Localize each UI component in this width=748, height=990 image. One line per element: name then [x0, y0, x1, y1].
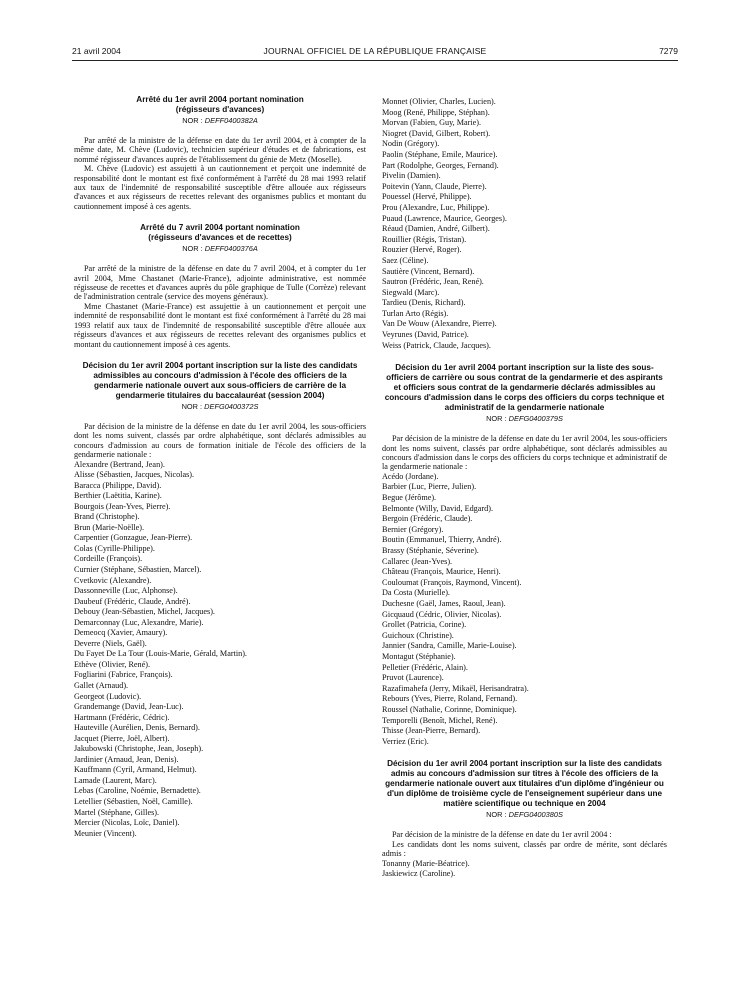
list-item: Berthier (Laëtitia, Karine). [74, 491, 162, 501]
paragraph: Par décision de la ministre de la défense en date du 1er avril 2004, les sous-officiers dont les noms suivent, classés par ordre alphabétique, sont déclarés admissibles au concours d'admission au cours de formation initiale de l'école des officiers de la gendarmerie nationale : [74, 421, 366, 460]
list-item: Grandemange (David, Jean-Luc). [74, 702, 184, 712]
list-item: Deverre (Niels, Gaël). [74, 638, 147, 648]
list-item: Moog (René, Philippe, Stéphan). [382, 107, 490, 117]
list-item: Morvan (Fabien, Guy, Marie). [382, 118, 482, 128]
nor-code: DEFG0400379S [508, 414, 563, 424]
name-list-continued [382, 97, 667, 351]
nor-code: DEFG0400380S [508, 810, 563, 820]
paragraph: Par décision de la ministre de la défense en date du 1er avril 2004 : [392, 830, 612, 840]
list-item: Gicquaud (Cédric, Olivier, Nicolas). [382, 609, 502, 619]
list-item: Temporelli (Benoît, Michel, René). [382, 715, 498, 725]
list-item: Barbier (Luc, Pierre, Julien). [382, 482, 477, 492]
list-item: Jannier (Sandra, Camille, Marie-Louise). [382, 641, 517, 651]
list-item: Prou (Alexandre, Luc, Philippe). [382, 202, 490, 212]
paragraph: Par arrêté de la ministre de la défense en date du 1er avril 2004, et à compter de la même date, M. Chève (Ludovic), technicien supérieur d'études et de fabrications, est nommé régisseur d'avances auprès de l'établissement du génie de Metz (Moselle). [74, 136, 366, 164]
left-column [74, 95, 366, 839]
list-item: Colas (Cyrille-Philippe). [74, 543, 155, 553]
list-item: Dassonneville (Luc, Alphonse). [74, 586, 178, 596]
section-arrete-1 [74, 95, 366, 211]
list-item: Van De Wouw (Alexandre, Pierre). [382, 319, 497, 329]
list-item: Bernier (Grégory). [382, 524, 444, 534]
list-item: Paolin (Stéphane, Emile, Maurice). [382, 149, 498, 159]
list-item: Weiss (Patrick, Claude, Jacques). [382, 340, 491, 350]
list-item: Boutin (Emmanuel, Thierry, André). [382, 535, 502, 545]
name-list [74, 460, 366, 840]
section-title: Décision du 1er avril 2004 portant inscription sur la liste des candidats admissibles au concours d'admission à l'école des officiers de la gendarmerie nationale ouvert aux sous-officiers de carrière de la gendarmerie titulaires du baccalauréat (session 2004) [82, 360, 358, 400]
list-item: Réaud (Damien, André, Gilbert). [382, 224, 490, 234]
list-item: Pouessel (Hervé, Philippe). [382, 192, 472, 202]
list-item: Jaskiewicz (Caroline). [382, 869, 456, 879]
header-rule [72, 60, 678, 61]
list-item: Fogliarini (Fabrice, François). [74, 670, 173, 680]
list-item: Hauteville (Aurélien, Denis, Bernard). [74, 723, 200, 733]
nor-label: NOR : [486, 414, 507, 424]
list-item: Meunier (Vincent). [74, 828, 137, 838]
section-title: Arrêté du 7 avril 2004 portant nomination [140, 223, 300, 233]
list-item: Baracca (Philippe, David). [74, 480, 162, 490]
list-item: Mercier (Nicolas, Loïc, Daniel). [74, 818, 180, 828]
list-item: Pelletier (Frédéric, Alain). [382, 662, 468, 672]
section-subtitle: (régisseurs d'avances et de recettes) [148, 233, 292, 243]
list-item: Alisse (Sébastien, Jacques, Nicolas). [74, 470, 195, 480]
list-item: Georgeot (Ludovic). [74, 691, 142, 701]
list-item: Brassy (Stéphanie, Séverine). [382, 546, 479, 556]
right-column [382, 97, 667, 880]
nor-line [74, 116, 366, 126]
list-item: Jacquet (Pierre, Joël, Albert). [74, 733, 170, 743]
name-list [382, 859, 667, 880]
section-title: Décision du 1er avril 2004 portant inscription sur la liste des sous-officiers de carrière ou sous contrat de la gendarmerie et des aspirants et officiers sous contrat de la gendarmerie déclarés admissibles au concours d'admission dans le corps des officiers du corps technique et administratif de la gendarmerie nationale [384, 363, 665, 413]
list-item: Grollet (Patricia, Corine). [382, 620, 467, 630]
list-item: Thisse (Jean-Pierre, Bernard). [382, 726, 481, 736]
list-item: Sautière (Vincent, Bernard). [382, 266, 475, 276]
list-item: Gallet (Arnaud). [74, 681, 129, 691]
section-arrete-2 [74, 223, 366, 349]
list-item: Curnier (Stéphane, Sébastien, Marcel). [74, 565, 202, 574]
list-item: Couloumat (François, Raymond, Vincent). [382, 577, 522, 587]
list-item: Tardieu (Denis, Richard). [382, 298, 466, 308]
list-item: Saez (Céline). [382, 255, 429, 265]
list-item: Lamade (Laurent, Marc). [74, 775, 157, 785]
list-item: Alexandre (Bertrand, Jean). [74, 459, 165, 469]
list-item: Poitevin (Yann, Claude, Pierre). [382, 181, 487, 191]
list-item: Veyrunes (David, Patrice). [382, 330, 469, 340]
list-item: Lebas (Caroline, Noémie, Bernadette). [74, 786, 201, 796]
list-item: Turlan Arto (Régis). [382, 308, 449, 318]
list-item: Tonanny (Marie-Béatrice). [382, 858, 470, 868]
nor-code: DEFF0400382A [204, 116, 258, 125]
nor-label: NOR : [182, 116, 203, 125]
list-item: Hartmann (Frédéric, Cédric). [74, 712, 170, 722]
list-item: Duchesne (Gaël, James, Raoul, Jean). [382, 599, 506, 608]
list-item: Callarec (Jean-Yves). [382, 556, 453, 566]
list-item: Rouillier (Régis, Tristan). [382, 234, 467, 244]
list-item: Rebours (Yves, Pierre, Roland, Fernand). [382, 694, 518, 704]
list-item: Nodin (Grégory). [382, 139, 440, 149]
list-item: Cordeille (François). [74, 554, 143, 564]
paragraph: M. Chève (Ludovic) est assujetti à un cautionnement et perçoit une indemnité de responsabilité dont le montant est fixé conformément à l'arrêté du 28 mai 1993 relatif aux taux de l'indemnité de responsabilité susceptible d'être allouée aux régisseurs d'avances et aux régisseurs de recettes relevant des organismes publics et montant du cautionnement imposé à ces agents. [74, 164, 366, 211]
nor-line [74, 244, 366, 254]
list-item: Daubeuf (Frédéric, Claude, André). [74, 596, 191, 606]
nor-line [382, 810, 667, 820]
list-item: Montagut (Stéphanie). [382, 651, 456, 661]
list-item: Begue (Jérôme). [382, 493, 437, 503]
list-item: Bourgois (Jean-Yves, Pierre). [74, 501, 171, 511]
nor-label: NOR : [182, 244, 203, 254]
list-item: Siegwald (Marc). [382, 287, 440, 297]
list-item: Demarconnay (Luc, Alexandre, Marie). [74, 617, 204, 627]
list-item: Jardinier (Arnaud, Jean, Denis). [74, 754, 179, 764]
nor-code: DEFF0400376A [204, 244, 258, 254]
list-item: Bergoin (Frédéric, Claude). [382, 514, 473, 524]
list-item: Martel (Stéphane, Gilles). [74, 807, 160, 817]
nor-line [74, 402, 366, 412]
section-decision-3 [382, 759, 667, 879]
list-item: Niogret (David, Gilbert, Robert). [382, 128, 491, 138]
list-item: Cvetkovic (Alexandre). [74, 575, 152, 585]
section-subtitle: (régisseurs d'avances) [175, 105, 265, 114]
list-item: Razafimahefa (Jerry, Mikaël, Herisandratra). [382, 683, 529, 693]
list-item: Da Costa (Murielle). [382, 588, 450, 598]
list-item: Brand (Christophe). [74, 512, 140, 522]
list-item: Rouzier (Hervé, Roger). [382, 245, 462, 255]
section-title: Décision du 1er avril 2004 portant inscription sur la liste des candidats admis au concours d'admission sur titres à l'école des officiers de la gendarmerie nationale ouvert aux titulaires d'un diplôme d'ingénieur ou d'un diplôme de troisième cycle de l'enseignement supérieur dans une matière scientifique ou technique en 2004 [385, 759, 664, 809]
list-item: Puaud (Lawrence, Maurice, Georges). [382, 213, 507, 223]
list-item: Acédo (Jordane). [382, 471, 439, 481]
list-item: Verriez (Eric). [382, 736, 429, 746]
section-decision-2 [382, 363, 667, 747]
nor-label: NOR : [486, 810, 507, 820]
list-item: Roussel (Nathalie, Corinne, Dominique). [382, 704, 517, 714]
list-item: Belmonte (Willy, David, Edgard). [382, 503, 494, 513]
nor-label: NOR : [181, 401, 203, 411]
page-header [72, 46, 678, 60]
nor-line [382, 414, 667, 424]
section-decision-1 [74, 361, 366, 839]
journal-title: JOURNAL OFFICIEL DE LA RÉPUBLIQUE FRANÇAISE [263, 46, 487, 56]
list-item: Ethève (Olivier, René). [74, 659, 151, 669]
list-item: Guichoux (Christine). [382, 630, 454, 640]
paragraph: Par décision de la ministre de la défense en date du 1er avril 2004, les sous-officiers dont les noms suivent, classés par ordre alphabétique, sont déclarés admissibles au concours d'admission dans le corps des officiers du corps technique et administratif de la gendarmerie nationale : [382, 434, 667, 472]
list-item: Sautron (Frédéric, Jean, René). [382, 277, 484, 287]
list-item: Du Fayet De La Tour (Louis-Marie, Gérald, Martin). [74, 649, 247, 659]
list-item: Part (Rodolphe, Georges, Fernand). [382, 160, 499, 170]
list-item: Demeocq (Xavier, Amaury). [74, 628, 168, 638]
list-item: Brun (Marie-Noëlle). [74, 522, 145, 532]
list-item: Château (François, Maurice, Henri). [382, 567, 501, 577]
list-item: Letellier (Sébastien, Noël, Camille). [74, 797, 193, 807]
paragraph: Les candidats dont les noms suivent, classés par ordre de mérite, sont déclarés admis : [382, 839, 667, 859]
nor-code: DEFG0400372S [204, 401, 259, 411]
list-item: Jakubowski (Christophe, Jean, Joseph). [74, 744, 204, 754]
list-item: Pivelin (Damien). [382, 171, 441, 181]
list-item: Pruvot (Laurence). [382, 673, 444, 683]
page-number: 7279 [659, 46, 678, 56]
paragraph: Par arrêté de la ministre de la défense en date du 7 avril 2004, et à compter du 1er avril 2004, Mme Chastanet (Marie-France), adjointe administrative, est nommée régisseuse de recettes et d'avances auprès du pôle graphique de Tulle (Corrèze) relevant de l'administration centrale (service des moyens généraux). [74, 264, 366, 302]
name-list [382, 472, 667, 747]
paragraph: Mme Chastanet (Marie-France) est assujettie à un cautionnement et perçoit une indemnité de responsabilité dont le montant est fixé conformément à l'arrêté du 28 mai 1993 relatif aux taux de l'indemnité de responsabilité susceptible d'être allouée aux régisseurs d'avances et aux régisseurs de recettes relevant des organismes publics et montant du cautionnement imposé à ces agents. [74, 301, 366, 349]
section-title: Arrêté du 1er avril 2004 portant nomination [136, 95, 304, 104]
list-item: Debouy (Jean-Sébastien, Michel, Jacques). [74, 607, 215, 617]
list-item: Monnet (Olivier, Charles, Lucien). [382, 97, 496, 106]
header-date: 21 avril 2004 [72, 46, 121, 56]
list-item: Kauffmann (Cyril, Armand, Helmut). [74, 765, 197, 775]
list-item: Carpentier (Gonzague, Jean-Pierre). [74, 533, 193, 543]
